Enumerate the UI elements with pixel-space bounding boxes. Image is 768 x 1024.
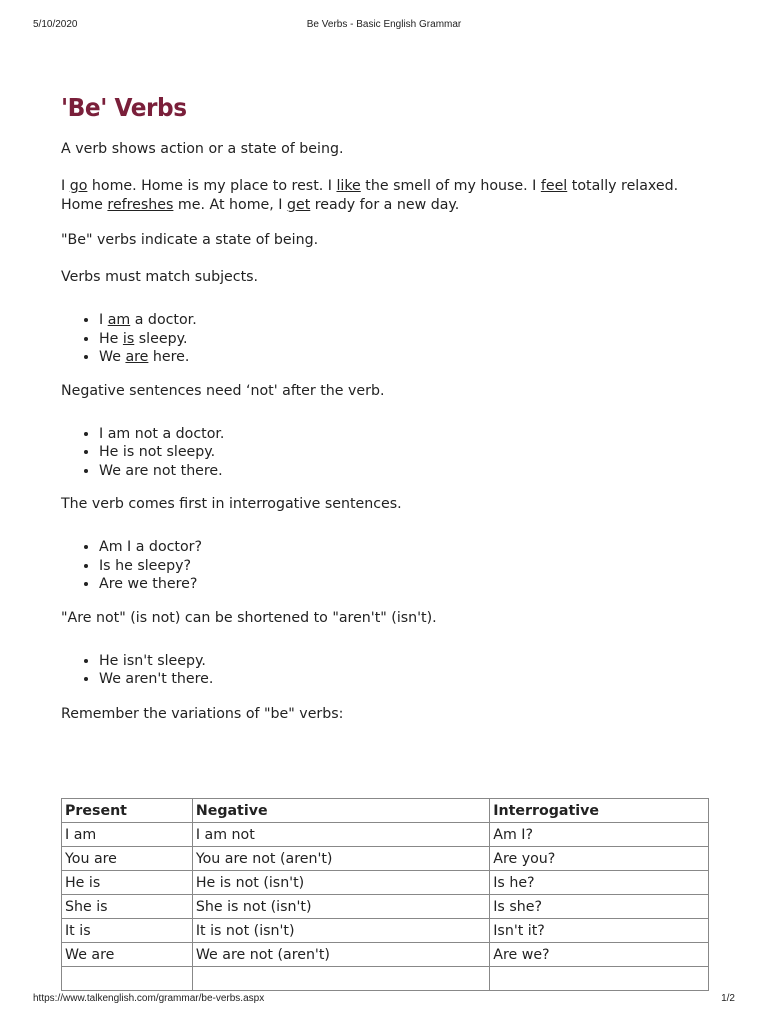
article bbox=[61, 92, 708, 724]
table-cell: You are not (aren't) bbox=[192, 847, 489, 871]
shortened-list bbox=[61, 652, 708, 689]
table-cell: Am I? bbox=[490, 823, 709, 847]
verb-like: like bbox=[336, 178, 361, 194]
interrogative-paragraph: The verb comes first in interrogative sentences. bbox=[61, 496, 402, 512]
print-footer bbox=[0, 993, 768, 1007]
table-row bbox=[62, 895, 709, 919]
print-page-number: 1/2 bbox=[721, 993, 735, 1004]
list-item bbox=[99, 311, 708, 330]
list-item: • We aren't there. bbox=[99, 670, 708, 689]
match-paragraph: Verbs must match subjects. bbox=[61, 269, 259, 285]
header-present: Present bbox=[62, 799, 193, 823]
text-run: I bbox=[61, 178, 70, 194]
header-interrogative: Interrogative bbox=[490, 799, 709, 823]
be-state-paragraph: "Be" verbs indicate a state of being. bbox=[61, 232, 319, 248]
example-paragraph bbox=[61, 177, 708, 215]
text-run: home. Home is my place to rest. I bbox=[87, 178, 337, 194]
text-run: sleepy. bbox=[134, 330, 188, 347]
table-cell: It is bbox=[62, 919, 193, 943]
page-title: 'Be' Verbs bbox=[61, 93, 187, 122]
list-item: • He is not sleepy. bbox=[99, 443, 708, 462]
table-cell bbox=[490, 967, 709, 991]
table-row bbox=[62, 943, 709, 967]
be-verbs-table bbox=[61, 798, 709, 991]
print-header bbox=[0, 19, 768, 33]
text-run: the smell of my house. I bbox=[360, 178, 541, 194]
table-cell: She is bbox=[62, 895, 193, 919]
verb-refreshes: refreshes bbox=[107, 197, 174, 213]
table-cell: Are we? bbox=[490, 943, 709, 967]
text-run: a doctor. bbox=[130, 312, 197, 328]
table-row bbox=[62, 823, 709, 847]
text-run: me. At home, I bbox=[173, 197, 287, 213]
table-cell: I am bbox=[62, 823, 193, 847]
table-cell: You are bbox=[62, 847, 193, 871]
match-list bbox=[61, 311, 708, 367]
text-run: He bbox=[99, 330, 123, 347]
verb-is: is bbox=[122, 330, 135, 347]
text-run: ready for a new day. bbox=[310, 197, 460, 213]
table-cell: We are not (aren't) bbox=[192, 943, 489, 967]
table-cell bbox=[192, 967, 489, 991]
table-row bbox=[62, 847, 709, 871]
table-cell: He is not (isn't) bbox=[192, 871, 489, 895]
list-item bbox=[99, 330, 708, 349]
table-row bbox=[62, 871, 709, 895]
table-row-empty bbox=[62, 967, 709, 991]
verb-are: are bbox=[125, 349, 149, 365]
print-url: https://www.talkenglish.com/grammar/be-verbs.aspx bbox=[33, 993, 265, 1004]
remember-paragraph: Remember the variations of "be" verbs: bbox=[61, 705, 344, 722]
verb-feel: feel bbox=[540, 178, 568, 194]
table-cell: Are you? bbox=[490, 847, 709, 871]
table-cell bbox=[62, 967, 193, 991]
negative-list bbox=[61, 425, 708, 481]
table-cell: We are bbox=[62, 943, 193, 967]
print-title: Be Verbs - Basic English Grammar bbox=[306, 19, 462, 30]
table-cell: Is she? bbox=[490, 895, 709, 919]
table-cell: I am not bbox=[192, 823, 489, 847]
list-item: • Am I a doctor? bbox=[99, 538, 708, 557]
table-row bbox=[62, 919, 709, 943]
list-item: • We are not there. bbox=[99, 462, 708, 481]
table-cell: Is he? bbox=[490, 871, 709, 895]
interrogative-list bbox=[61, 538, 708, 594]
text-run: I bbox=[99, 312, 108, 328]
header-negative: Negative bbox=[192, 799, 489, 823]
intro-paragraph: A verb shows action or a state of being. bbox=[61, 141, 344, 157]
table-cell: Isn't it? bbox=[490, 919, 709, 943]
print-date: 5/10/2020 bbox=[33, 19, 78, 30]
table-cell: He is bbox=[62, 871, 193, 895]
verb-am: am bbox=[107, 312, 131, 328]
negative-paragraph: Negative sentences need ‘not' after the verb. bbox=[61, 382, 385, 399]
text-run: here. bbox=[148, 349, 190, 365]
verb-go: go bbox=[69, 178, 88, 194]
verb-get: get bbox=[286, 197, 311, 213]
shortened-paragraph: "Are not" (is not) can be shortened to "aren't" (isn't). bbox=[61, 609, 437, 626]
list-item: • I am not a doctor. bbox=[99, 425, 708, 444]
text-run: totally relaxed. Home bbox=[61, 178, 679, 213]
table-cell: It is not (isn't) bbox=[192, 919, 489, 943]
list-item: • Are we there? bbox=[99, 575, 708, 594]
text-run: We bbox=[99, 349, 126, 365]
list-item bbox=[99, 348, 708, 367]
table-header-row bbox=[62, 799, 709, 823]
list-item: • He isn't sleepy. bbox=[99, 652, 708, 671]
table-cell: She is not (isn't) bbox=[192, 895, 489, 919]
list-item: • Is he sleepy? bbox=[99, 557, 708, 576]
